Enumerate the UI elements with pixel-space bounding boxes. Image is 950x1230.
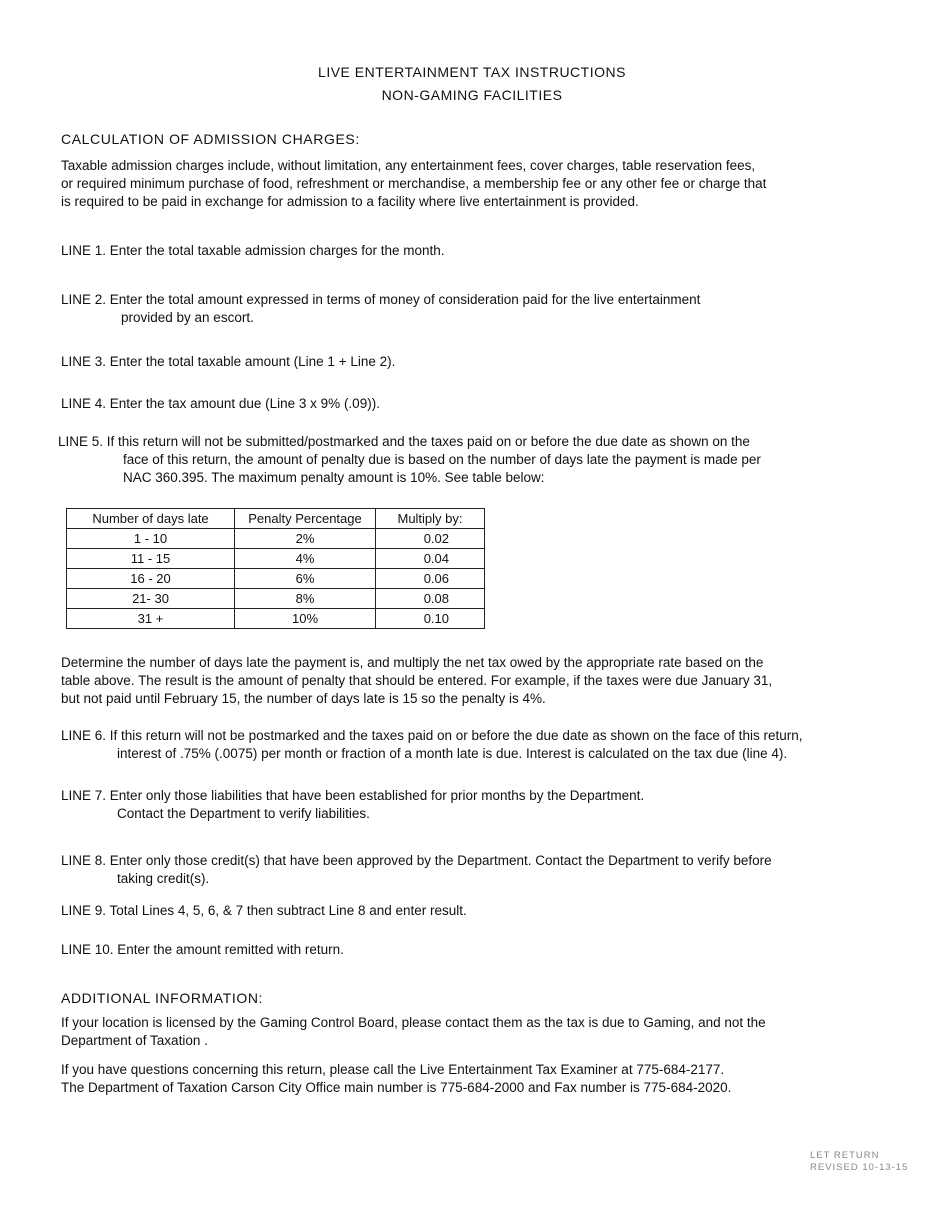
multiplier-cell: 0.08 [376,589,485,609]
document-subtitle: NON-GAMING FACILITIES [381,87,563,103]
gaming-line: If your location is licensed by the Gaming Control Board, please contact them as the tax is due to Gaming, and not the [61,1015,766,1030]
line-6-label: LINE 6. [61,728,107,743]
percentage-cell: 2% [235,529,376,549]
line-9-label: LINE 9. [61,903,107,918]
days-late-cell: 31 + [67,609,235,629]
line-10-label: LINE 10. [61,942,114,957]
explanation-line: but not paid until February 15, the number of days late is 15 so the penalty is 4%. [61,691,546,706]
document-title: LIVE ENTERTAINMENT TAX INSTRUCTIONS [318,64,626,80]
calculation-heading: CALCULATION OF ADMISSION CHARGES: [61,131,360,147]
line-5-label: LINE 5. [58,434,104,449]
line-4-instruction [61,395,380,413]
line-3-instruction [61,353,395,371]
line-8-instruction [61,852,772,888]
penalty-table-header [67,509,485,529]
days-late-cell: 1 - 10 [67,529,235,549]
multiplier-cell: 0.02 [376,529,485,549]
line-7-text: Enter only those liabilities that have been established for prior months by the Department. [109,788,645,803]
line-2-label: LINE 2. [61,292,107,307]
line-6-instruction [61,727,802,763]
line-8-label: LINE 8. [61,853,107,868]
multiplier-cell: 0.06 [376,569,485,589]
line-7-instruction [61,787,644,823]
line-4-text: Enter the tax amount due (Line 3 x 9% (.09)). [109,396,380,411]
form-name: LET RETURN [810,1150,880,1161]
header-multiply-by: Multiply by: [376,509,485,529]
line-7-label: LINE 7. [61,788,107,803]
calculation-line: or required minimum purchase of food, refreshment or merchandise, a membership fee or any other fee or charge that [61,176,767,191]
gaming-paragraph [61,1014,766,1050]
calculation-line: is required to be paid in exchange for admission to a facility where live entertainment is provided. [61,194,639,209]
line-8-continuation: taking credit(s). [117,871,210,886]
calculation-paragraph [61,157,766,211]
line-7-continuation: Contact the Department to verify liabilities. [117,806,370,821]
line-2-instruction [61,291,700,327]
calculation-line: Taxable admission charges include, without limitation, any entertainment fees, cover charges, table reservation fees, [61,158,756,173]
line-2-text: Enter the total amount expressed in terms of money of consideration paid for the live entertainment [109,292,701,307]
percentage-cell: 4% [235,549,376,569]
days-late-cell: 21- 30 [67,589,235,609]
percentage-cell: 10% [235,609,376,629]
contact-line: If you have questions concerning this return, please call the Live Entertainment Tax Examiner at 775-684-2177. [61,1062,725,1077]
form-revision-note [810,1150,908,1174]
line-9-instruction [61,902,467,920]
revision-date: REVISED 10-13-15 [810,1162,909,1173]
line-5-continuation: NAC 360.395. The maximum penalty amount is 10%. See table below: [123,470,545,485]
line-3-text: Enter the total taxable amount (Line 1 + Line 2). [109,354,396,369]
line-1-label: LINE 1. [61,243,107,258]
line-1-instruction [61,242,444,260]
line-3-label: LINE 3. [61,354,107,369]
line-5-text: If this return will not be submitted/postmarked and the taxes paid on or before the due date as shown on the [106,434,750,449]
days-late-cell: 16 - 20 [67,569,235,589]
gaming-line: Department of Taxation . [61,1033,208,1048]
multiplier-cell: 0.04 [376,549,485,569]
line-4-label: LINE 4. [61,396,107,411]
contact-paragraph [61,1061,731,1097]
percentage-cell: 8% [235,589,376,609]
line-10-instruction [61,941,344,959]
multiplier-cell: 0.10 [376,609,485,629]
penalty-explanation [61,654,772,708]
line-6-text: If this return will not be postmarked and the taxes paid on or before the due date as shown on the face of this return, [109,728,803,743]
line-2-continuation: provided by an escort. [121,310,254,325]
table-row [67,549,485,569]
days-late-cell: 11 - 15 [67,549,235,569]
penalty-table [66,508,485,629]
explanation-line: table above. The result is the amount of penalty that should be entered. For example, if the taxes were due January 31, [61,673,773,688]
line-6-continuation: interest of .75% (.0075) per month or fraction of a month late is due. Interest is calculated on the tax due (line 4). [117,746,788,761]
line-5-continuation: face of this return, the amount of penalty due is based on the number of days late the payment is made per [123,452,761,467]
header-penalty-percentage: Penalty Percentage [235,509,376,529]
table-row [67,529,485,549]
explanation-line: Determine the number of days late the payment is, and multiply the net tax owed by the appropriate rate based on the [61,655,764,670]
line-5-instruction [58,433,761,487]
table-row [67,609,485,629]
line-10-text: Enter the amount remitted with return. [117,942,344,957]
percentage-cell: 6% [235,569,376,589]
line-9-text: Total Lines 4, 5, 6, & 7 then subtract Line 8 and enter result. [109,903,467,918]
table-row [67,569,485,589]
line-8-text: Enter only those credit(s) that have been approved by the Department. Contact the Department to verify before [109,853,772,868]
additional-heading: ADDITIONAL INFORMATION: [61,990,264,1006]
line-1-text: Enter the total taxable admission charges for the month. [109,243,445,258]
header-days-late: Number of days late [67,509,235,529]
table-row [67,589,485,609]
contact-line: The Department of Taxation Carson City Office main number is 775-684-2000 and Fax number is 775-684-2020. [61,1080,732,1095]
